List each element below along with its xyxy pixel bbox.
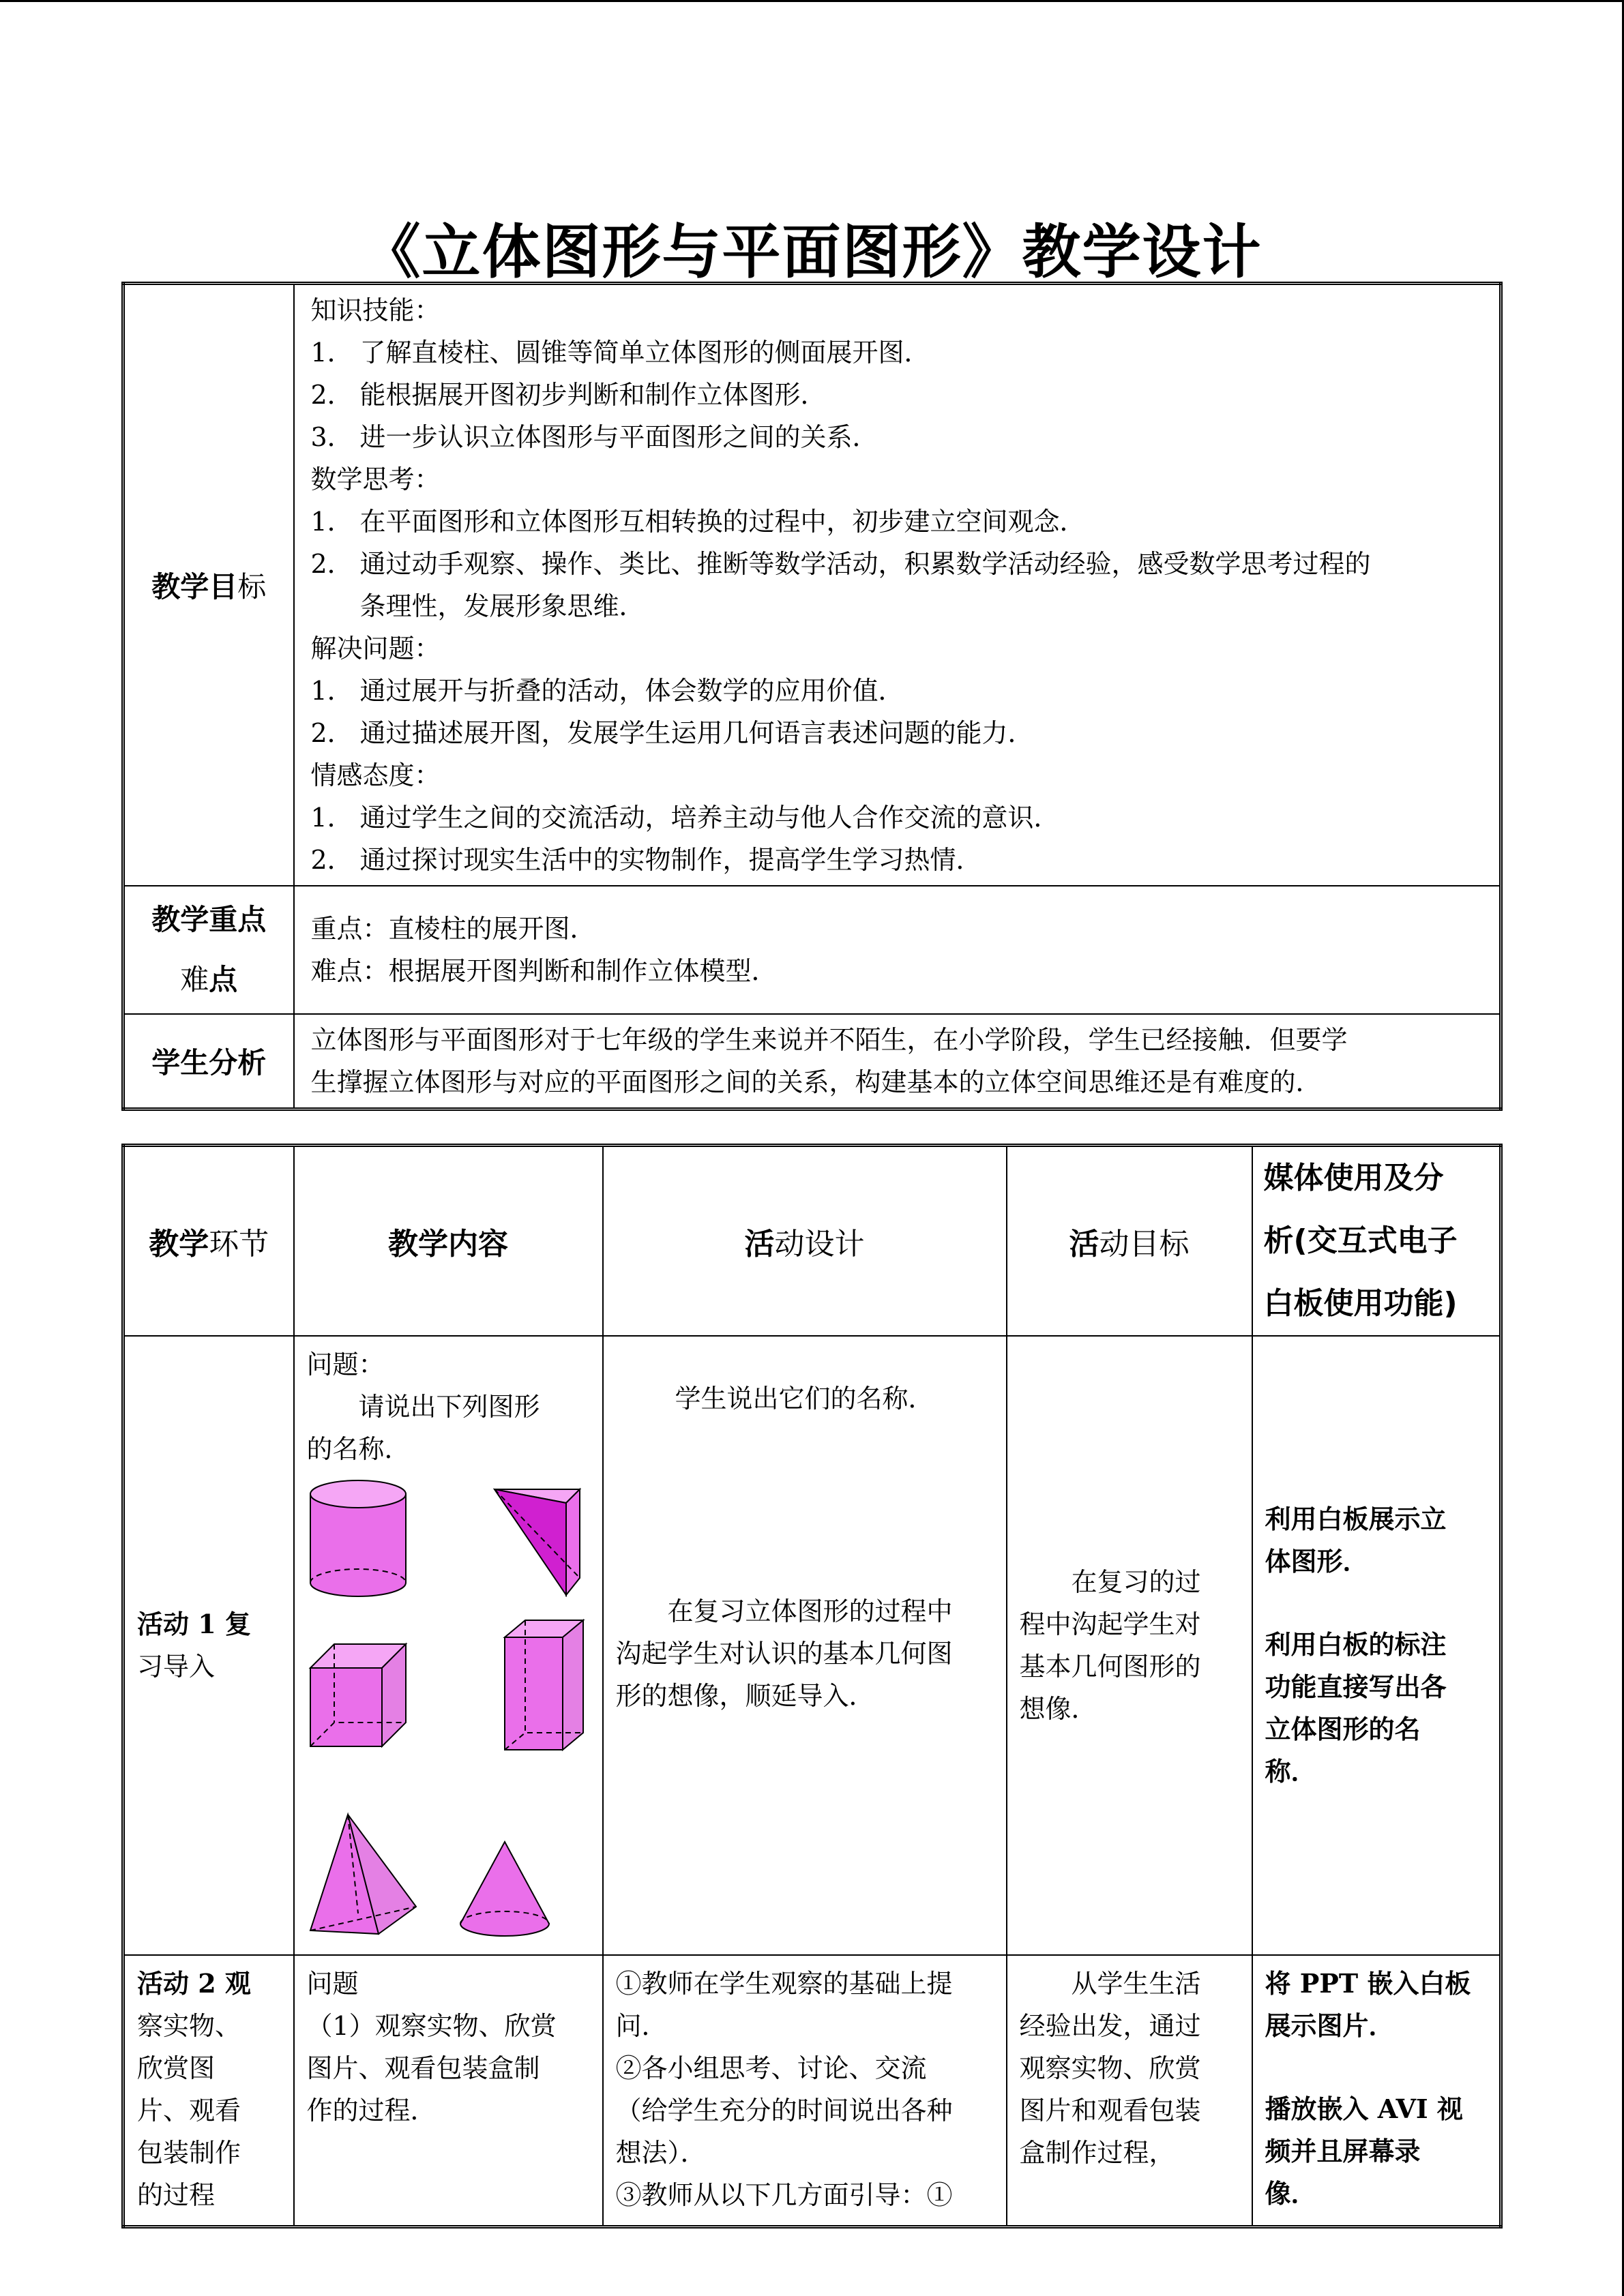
- objectives-label: [123, 284, 294, 886]
- student-analysis-row: [123, 1014, 1501, 1109]
- key-points-label-thin: 难: [180, 963, 209, 996]
- objective-section-heading: 知识技能：: [310, 295, 441, 325]
- overview-table: [121, 282, 1503, 1111]
- key-points-label-line1: 教学重点: [151, 903, 267, 936]
- objectives-content: [294, 284, 1501, 886]
- objective-item: [311, 331, 1489, 374]
- objective-item-text: 通过描述展开图，发展学生运用几何语言表述问题的能力．: [359, 718, 1034, 748]
- student-analysis-label: 学生分析: [123, 1014, 294, 1109]
- objective-item: [311, 839, 1489, 881]
- cube-shape: [307, 1641, 409, 1753]
- objective-item: [311, 501, 1489, 543]
- objectives-label-thin: 标: [237, 570, 267, 603]
- objective-item-text: 通过学生之间的交流活动，培养主动与他人合作交流的意识．: [359, 803, 1060, 833]
- objective-item-text: 了解直棱柱、圆锥等简单立体图形的侧面展开图．: [359, 338, 930, 368]
- rectangular-prism-shape: [501, 1617, 587, 1753]
- objective-item: [311, 712, 1489, 754]
- pyramid-shape: [307, 1811, 423, 1941]
- objectives-label-bold: 教学目: [151, 570, 238, 603]
- header-media: 媒体使用及分 析(交互式电子 白板使用功能): [1252, 1146, 1501, 1337]
- objective-item-number: 1．: [310, 803, 353, 833]
- process-header-row: [123, 1146, 1501, 1337]
- activity-1-content: 问题： 请说出下列图形 的名称．: [294, 1336, 603, 1955]
- student-analysis-line: 生撑握立体图形与对应的平面图形之间的关系，构建基本的立体空间思维还是有难度的．: [310, 1067, 1322, 1097]
- objective-section-heading: 数学思考：: [310, 464, 441, 494]
- objective-item-number: 2．: [310, 380, 353, 410]
- objective-item-text: 通过动手观察、操作、类比、推断等数学活动，积累数学活动经验，感受数学思考过程的: [359, 549, 1371, 579]
- objective-item-text: 能根据展开图初步判断和制作立体图形．: [359, 380, 827, 410]
- objective-item-text: 通过探讨现实生活中的实物制作，提高学生学习热情．: [359, 845, 982, 875]
- page-title: 《立体图形与平面图形》教学设计: [361, 218, 1263, 286]
- header-goal: 活动目标: [1007, 1146, 1252, 1337]
- triangular-prism-shape: [491, 1482, 587, 1598]
- objective-item: 条理性，发展形象思维．: [359, 591, 645, 621]
- objective-item-number: 2．: [310, 549, 353, 579]
- objective-item: [311, 670, 1489, 712]
- key-points-row: [123, 886, 1501, 1014]
- key-points-content: [294, 886, 1501, 1014]
- activity-2-design: ①教师在学生观察的基础上提 问． ②各小组思考、讨论、交流 （给学生充分的时间说出各种 想法）． ③教师从以下几方面引导：①: [603, 1955, 1007, 2226]
- page-top-rule: [0, 0, 1624, 2]
- header-activity: 活动设计: [603, 1146, 1007, 1337]
- key-points-label-bold: 点: [209, 963, 238, 996]
- activity-2-content: 问题 （1）观察实物、欣赏 图片、观看包装盒制 作的过程．: [294, 1955, 603, 2226]
- header-content: 教学内容: [294, 1146, 603, 1337]
- objective-section-heading: 情感态度：: [310, 760, 441, 790]
- objective-item: [311, 796, 1489, 839]
- student-analysis-line: 立体图形与平面图形对于七年级的学生来说并不陌生，在小学阶段，学生已经接触．但要学: [310, 1025, 1348, 1055]
- key-point-difficulty: 难点：根据展开图判断和制作立体模型．: [310, 956, 778, 986]
- objective-item: [311, 374, 1489, 416]
- key-point-focus: 重点：直棱柱的展开图．: [310, 914, 596, 944]
- activity-1-row: [123, 1336, 1501, 1955]
- objective-item-text: 进一步认识立体图形与平面图形之间的关系．: [359, 422, 879, 452]
- objectives-list: [311, 289, 1489, 881]
- objective-item-number: 2．: [310, 845, 353, 875]
- cone-shape: [457, 1838, 552, 1941]
- activity-1-design: 学生说出它们的名称． 在复习立体图形的过程中 沟起学生对认识的基本几何图 形的想像，顺延导入．: [603, 1336, 1007, 1955]
- objective-item-number: 1．: [310, 507, 353, 537]
- process-table: [121, 1144, 1503, 2228]
- activity-1-goal: 在复习的过 程中沟起学生对 基本几何图形的 想像．: [1007, 1336, 1252, 1955]
- header-stage: 教学环节: [123, 1146, 294, 1337]
- activity-2-row: [123, 1955, 1501, 2226]
- objective-section-heading: 解决问题：: [310, 633, 441, 664]
- objective-item: [311, 416, 1489, 458]
- objective-item-number: 1．: [310, 338, 353, 368]
- objectives-row: [123, 284, 1501, 886]
- objective-item-text: 在平面图形和立体图形互相转换的过程中，初步建立空间观念．: [359, 507, 1086, 537]
- objective-item-number: 2．: [310, 718, 353, 748]
- objective-item-number: 1．: [310, 676, 353, 706]
- objective-item-number: 3．: [310, 422, 353, 452]
- activity-1-media: 利用白板展示立 体图形． 利用白板的标注 功能直接写出各 立体图形的名 称．: [1252, 1336, 1501, 1955]
- objective-item-text: 通过展开与折叠的活动，体会数学的应用价值．: [359, 676, 904, 706]
- activity-1-stage: 活动 1 复 习导入: [123, 1336, 294, 1955]
- key-points-label: [123, 886, 294, 1014]
- activity-2-goal: 从学生生活 经验出发，通过 观察实物、欣赏 图片和观看包装 盒制作过程，: [1007, 1955, 1252, 2226]
- objective-item: [311, 543, 1489, 585]
- solid-shapes-figure: [307, 1477, 593, 1948]
- activity-2-media: 将 PPT 嵌入白板 展示图片． 播放嵌入 AVI 视 频并且屏幕录 像．: [1252, 1955, 1501, 2226]
- activity-1-design-top: 学生说出它们的名称．: [675, 1384, 934, 1414]
- cylinder-shape: [307, 1477, 409, 1600]
- student-analysis-content: [294, 1014, 1501, 1109]
- activity-2-stage: 活动 2 观 察实物、 欣赏图 片、观看 包装制作 的过程: [123, 1955, 294, 2226]
